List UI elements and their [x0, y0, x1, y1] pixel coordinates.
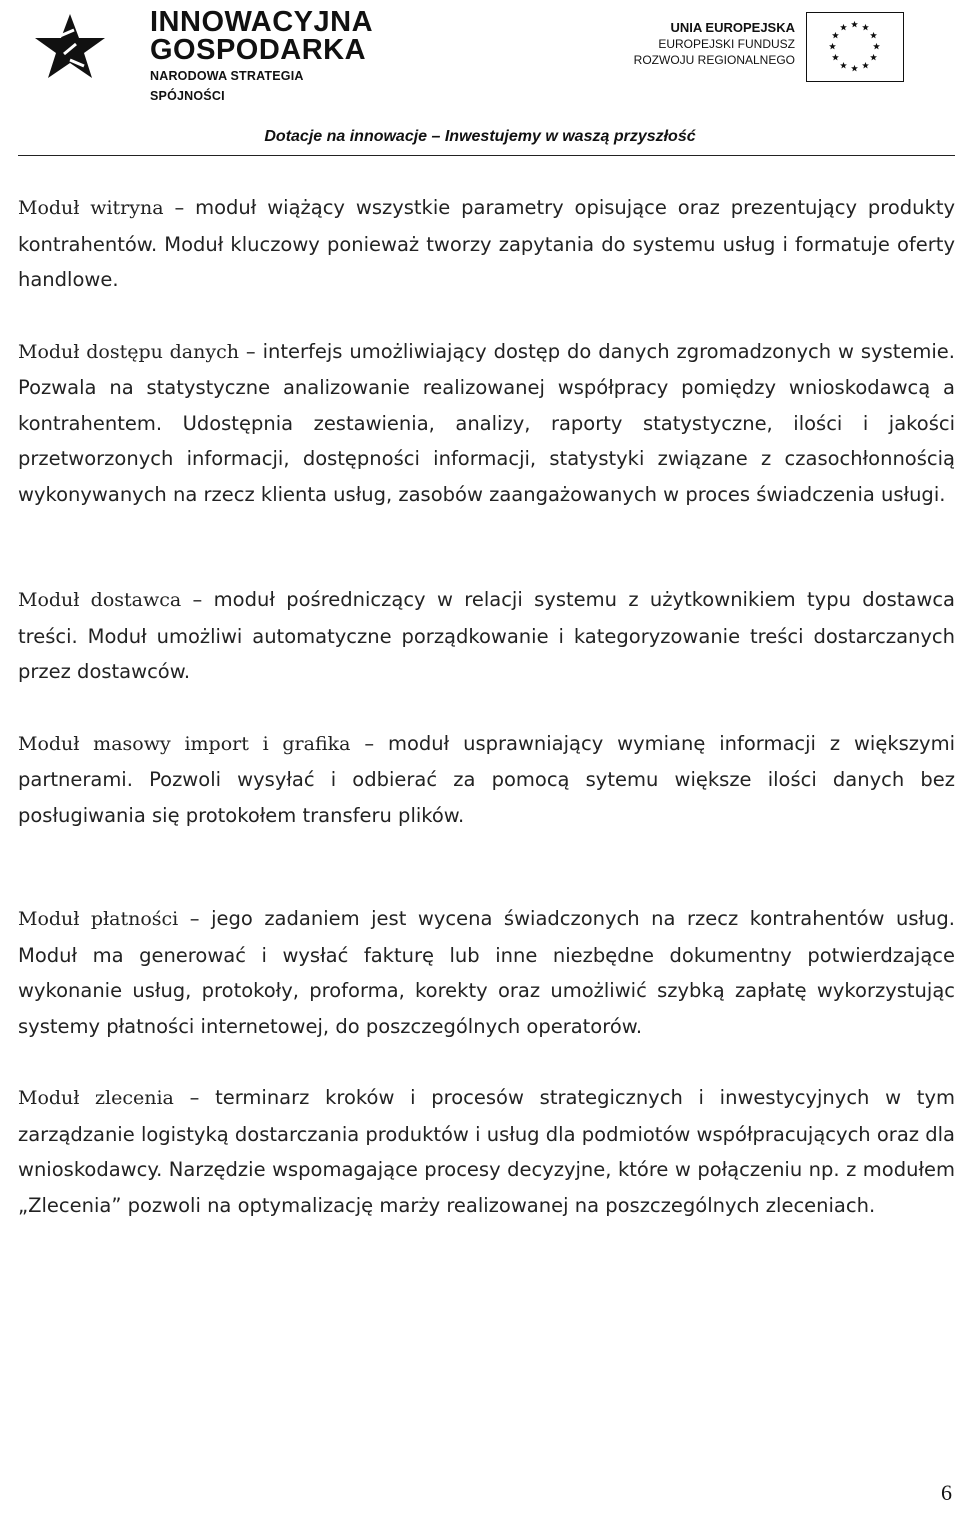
paragraph-zlecenia: [18, 1080, 955, 1223]
text-platnosci: – jego zadaniem jest wycena świadczonych na rzecz kontrahentów usług. Moduł ma generować i wysłać fakturę lub inne niezbędne dokumentny potwierdzające wykonanie usług, protokoły, proforma, korekty oraz umożliwić szybką zapłatę wykorzystując systemy płatności internetowej, do poszczególnych operatorów.: [18, 907, 955, 1038]
eu-star-icon: [840, 24, 847, 31]
term-dostep-danych: Moduł dostępu danych: [18, 340, 239, 363]
eu-flag-icon: [806, 12, 904, 82]
eu-star-icon: [870, 54, 877, 61]
ig-logo-line1: INNOWACYJNA: [150, 6, 374, 38]
header-tagline: Dotacje na innowacje – Inwestujemy w waszą przyszłość: [264, 128, 696, 145]
eu-star-icon: [870, 32, 877, 39]
ig-logo-text: [150, 8, 373, 106]
document-body: [18, 190, 955, 1223]
eu-star-icon: [832, 32, 839, 39]
eu-star-icon: [851, 65, 858, 72]
star-person-icon: [30, 8, 110, 88]
paragraph-witryna: [18, 190, 955, 298]
page-header: [0, 0, 960, 160]
text-zlecenia: – terminarz kroków i procesów strategicznych i inwestycyjnych w tym zarządzanie logistyką dostarczania produktów i usług dla podmiotów współpracujących oraz dla wnioskodawcy. Narzędzie wspomagające procesy decyzyjne, które w połączeniu np. z modułem „Zlecenia” pozwoli na optymalizację marży realizowanej na poszczególnych zleceniach.: [18, 1086, 955, 1217]
eu-star-icon: [862, 62, 869, 69]
ig-logo-line2: GOSPODARKA: [150, 34, 367, 66]
header-divider: [18, 155, 955, 156]
eu-star-icon: [862, 24, 869, 31]
term-zlecenia: Moduł zlecenia: [18, 1087, 174, 1109]
eu-star-icon: [832, 54, 839, 61]
paragraph-platnosci: [18, 901, 955, 1044]
eu-stars-ring: [807, 13, 902, 80]
eu-star-icon: [840, 62, 847, 69]
text-dostep-danych: – interfejs umożliwiający dostęp do danych zgromadzonych w systemie. Pozwala na statystyczne analizowanie realizowanej współpracy pomiędzy wnioskodawcą a kontrahentem. Udostępnia zestawienia, analizy, raporty statystyczne, ilości i jakości przetworzonych informacji, dostępności informacji, statystyki związane z czasochłonnością wykonywanych na rzecz klienta usług, zasobów zaangażowanych w proces świadczenia usługi.: [18, 339, 955, 506]
paragraph-dostep-danych: [18, 334, 955, 513]
term-witryna: Moduł witryna: [18, 197, 164, 219]
eu-star-icon: [873, 43, 880, 50]
term-platnosci: Moduł płatności: [18, 908, 179, 930]
text-witryna: – moduł wiążący wszystkie parametry opisujące oraz prezentujący produkty kontrahentów. Moduł kluczowy ponieważ tworzy zapytania do systemu usług i formatuje oferty handlowe.: [18, 196, 955, 291]
eu-logo-line3: ROZWOJU REGIONALNEGO: [633, 53, 795, 67]
eu-star-icon: [851, 21, 858, 28]
term-dostawca: Moduł dostawca: [18, 589, 182, 611]
eu-logo: [632, 12, 932, 82]
text-masowy-import: – moduł usprawniający wymianę informacji z większymi partnerami. Pozwoli wysyłać i odbierać za pomocą sytemu większe ilości danych bez posługiwania się protokołem transferu plików.: [18, 731, 955, 827]
text-dostawca: – moduł pośredniczący w relacji systemu z użytkownikiem typu dostawca treści. Moduł umożliwi automatyczne porządkowanie i kategoryzowanie treści dostarczanych przez dostawców.: [18, 588, 955, 683]
eu-star-icon: [829, 43, 836, 50]
page-number: 6: [941, 1480, 952, 1505]
ig-logo-line3: NARODOWA STRATEGIA SPÓJNOŚCI: [150, 69, 304, 103]
term-masowy-import: Moduł masowy import i grafika: [18, 732, 351, 755]
eu-logo-text: [632, 20, 795, 68]
paragraph-masowy-import: [18, 726, 955, 834]
eu-logo-line1: UNIA EUROPEJSKA: [670, 20, 795, 35]
innowacyjna-gospodarka-logo: [30, 6, 374, 103]
paragraph-dostawca: [18, 582, 955, 690]
eu-logo-line2: EUROPEJSKI FUNDUSZ: [658, 37, 795, 51]
